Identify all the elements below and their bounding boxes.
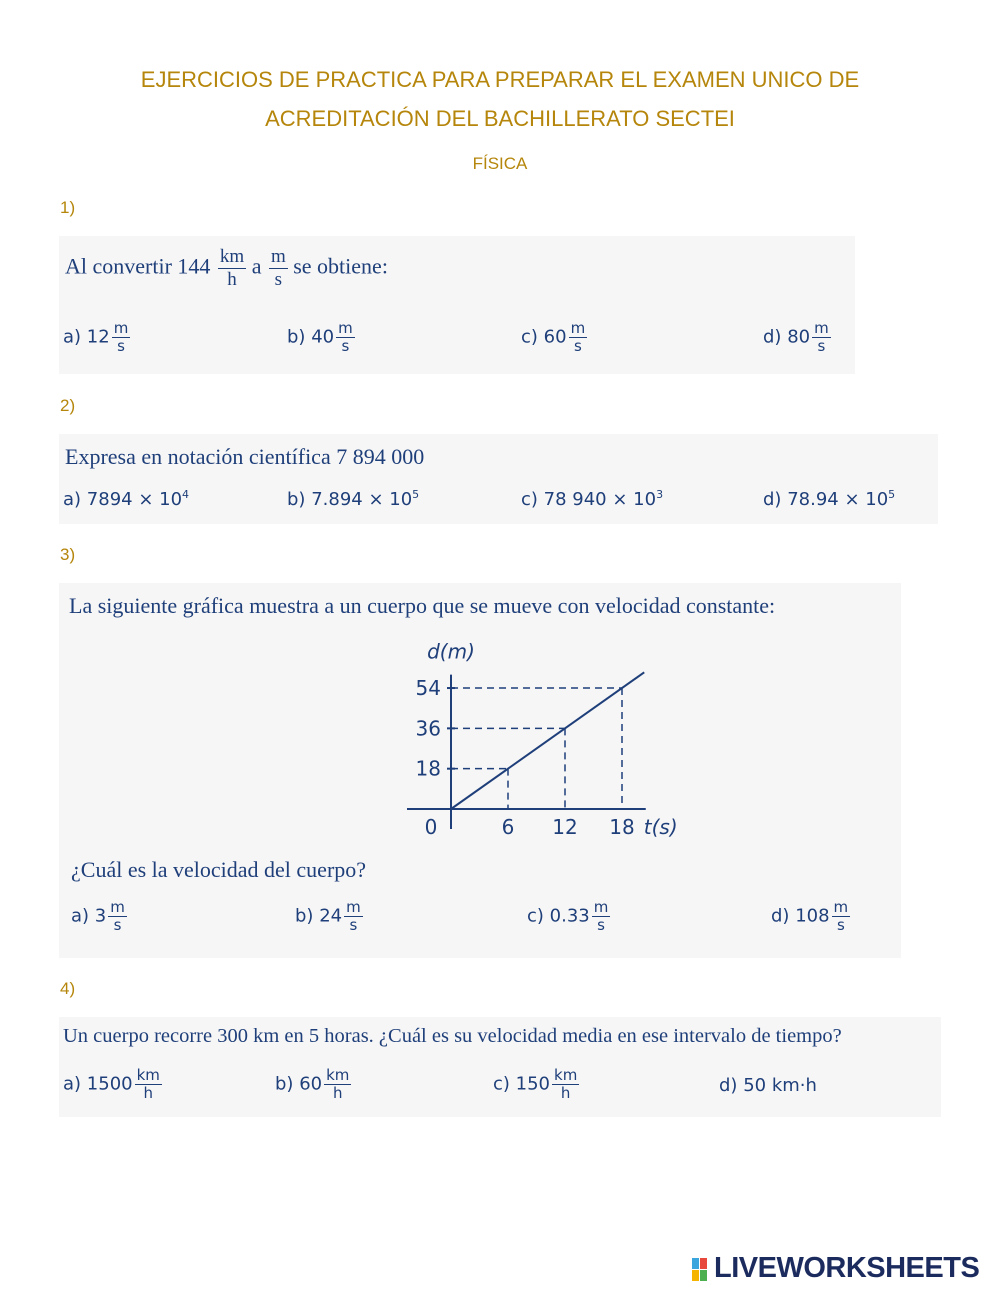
q1-unit-to [269,246,288,291]
option-value: 1500 [86,1073,133,1095]
option-value: 50 km·h [743,1075,817,1096]
option-unit [108,899,127,934]
option-value: 60 [299,1073,323,1095]
q2-option-d[interactable] [763,488,895,510]
x-tick-label: 0 [424,815,438,839]
option-unit [336,320,355,355]
q1-text-before: Al convertir 144 [65,253,211,279]
q1-text-after: se obtiene: [293,253,388,279]
q2-option-a[interactable] [63,488,189,510]
option-exponent: 4 [182,488,190,501]
unit-den: s [341,337,350,355]
option-value: 78.94 × 10 [787,489,889,510]
option-value: 24 [319,905,343,927]
unit-num: m [338,319,353,337]
q1-unit-from [218,246,246,291]
option-unit [832,899,851,934]
unit-den: s [573,337,582,355]
q4-option-b[interactable] [275,1067,351,1102]
logo-text: LIVEWORKSHEETS [714,1252,980,1284]
option-value: 78 940 × 10 [543,489,657,510]
q1-option-b[interactable] [287,320,355,355]
option-letter: b) [287,489,306,510]
unit-den: s [817,337,826,355]
option-letter: c) [527,905,544,927]
option-letter: c) [521,326,538,348]
distance-time-chart [59,583,901,853]
option-value: 150 [515,1073,551,1095]
q4-option-c[interactable] [493,1067,579,1102]
unit-den: s [113,916,122,934]
liveworksheets-logo [692,1254,992,1288]
question-4-text: Un cuerpo recorre 300 km en 5 horas. ¿Cuál es su velocidad media en ese intervalo de tiempo? [63,1025,842,1047]
q3-option-d[interactable] [771,899,850,934]
question-2-number: 2) [60,396,76,415]
option-letter: d) [719,1075,738,1096]
option-letter: a) [63,489,82,510]
option-unit [569,320,588,355]
unit-num: km [554,1066,578,1084]
question-1-number: 1) [60,198,76,217]
q1-unit-from-den: h [227,269,237,290]
option-unit [135,1067,162,1102]
option-value: 0.33 [549,905,590,927]
option-letter: d) [771,905,790,927]
unit-den: h [560,1084,571,1102]
option-letter: d) [763,489,782,510]
q4-option-d[interactable] [719,1075,817,1096]
q1-option-d[interactable] [763,320,831,355]
question-3-text: La siguiente gráfica muestra a un cuerpo que se mueve con velocidad constante: [69,593,776,618]
unit-den: s [597,916,605,934]
question-4-card [59,1017,941,1117]
option-value: 7.894 × 10 [311,489,413,510]
question-3-prompt: ¿Cuál es la velocidad del cuerpo? [71,857,367,882]
option-exponent: 5 [888,488,896,501]
question-2-text: Expresa en notación científica 7 894 000 [65,444,425,469]
q3-option-c[interactable] [527,899,610,934]
unit-den: s [836,916,845,934]
option-unit [112,320,131,355]
unit-num: m [113,319,129,337]
option-value: 7894 × 10 [86,489,183,510]
q4-option-a[interactable] [63,1067,162,1102]
option-unit [812,320,831,355]
unit-num: km [136,1066,160,1084]
q1-unit-to-num: m [270,246,286,267]
q3-option-a[interactable] [71,899,127,934]
subject-heading: FÍSICA [472,154,528,173]
option-letter: c) [521,489,538,510]
option-unit [592,899,611,934]
y-axis-label: d(m) [427,639,475,664]
option-exponent: 5 [412,488,420,501]
page-title [0,60,1000,138]
option-letter: a) [71,905,90,927]
option-value: 60 [543,326,567,348]
unit-den: s [117,337,125,355]
y-tick-label: 18 [415,756,441,781]
title-line-1: EJERCICIOS DE PRACTICA PARA PREPARAR EL EXAMEN UNICO DE [140,67,860,92]
unit-num: m [833,898,849,916]
q2-option-b[interactable] [287,488,419,510]
option-unit [324,1067,351,1102]
option-letter: c) [493,1073,510,1095]
unit-num: km [326,1066,350,1084]
series-line [451,672,644,809]
unit-den: s [349,916,358,934]
question-2-card [59,434,938,524]
x-tick-label: 6 [501,815,515,839]
option-value: 12 [86,326,110,348]
q1-option-a[interactable] [63,320,130,355]
question-1-card [59,236,855,374]
unit-num: m [110,898,125,916]
unit-den: h [332,1084,343,1102]
x-tick-label: 18 [609,815,635,839]
option-letter: d) [763,326,782,348]
option-unit [344,899,363,934]
option-value: 3 [94,905,107,927]
q1-option-c[interactable] [521,320,587,355]
x-axis-label: t(s) [643,815,678,839]
title-line-2: ACREDITACIÓN DEL BACHILLERATO SECTEI [265,106,735,131]
unit-den: h [143,1084,154,1102]
question-3-number: 3) [60,545,76,564]
unit-num: m [570,319,586,337]
option-value: 108 [795,905,830,927]
option-letter: a) [63,1073,82,1095]
q2-option-c[interactable] [521,488,663,510]
option-exponent: 3 [656,488,664,501]
q1-unit-to-den: s [274,269,283,290]
option-value: 40 [311,326,335,348]
question-1-text [65,246,388,291]
unit-num: m [593,898,609,916]
option-letter: b) [295,905,314,927]
option-letter: b) [287,326,306,348]
option-letter: b) [275,1073,294,1095]
q3-option-b[interactable] [295,899,363,934]
y-tick-label: 36 [415,716,441,741]
q1-text-mid: a [251,253,262,279]
q1-unit-from-num: km [219,246,245,267]
y-tick-label: 54 [415,676,441,701]
unit-num: m [346,898,361,916]
option-value: 80 [787,326,811,348]
question-4-number: 4) [60,979,76,998]
logo-cube-icon [692,1258,708,1282]
x-tick-label: 12 [552,815,578,839]
option-unit [552,1067,579,1102]
question-3-card [59,583,901,958]
unit-num: m [814,319,829,337]
option-letter: a) [63,326,82,348]
